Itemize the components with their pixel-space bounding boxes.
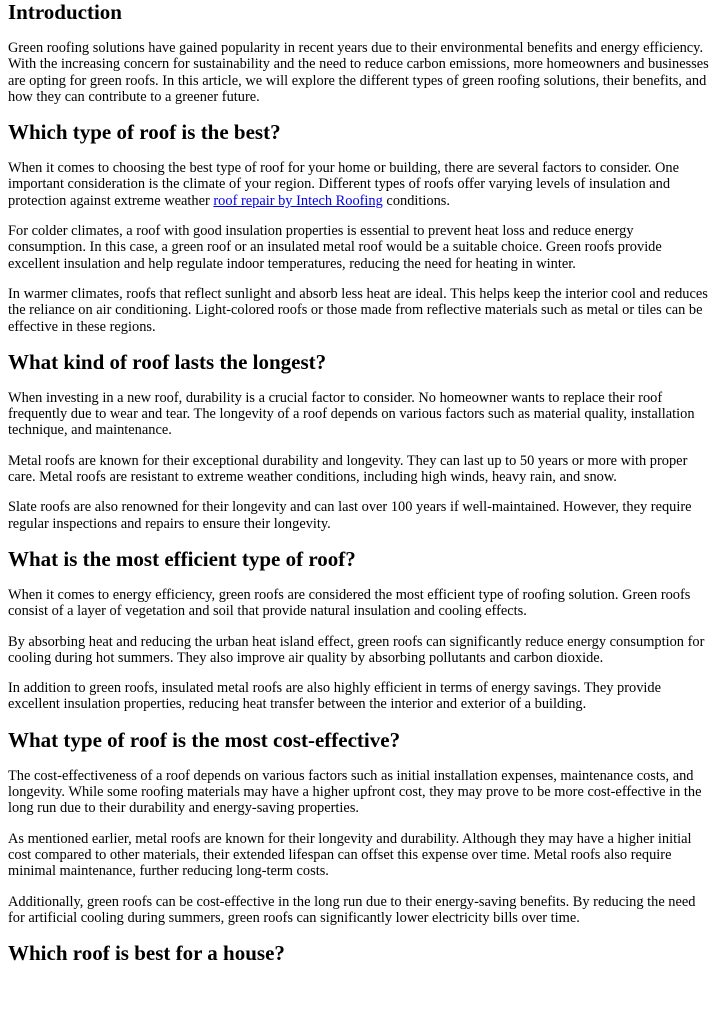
paragraph: Slate roofs are also renowned for their longevity and can last over 100 years if well-maintained. However, they require regular inspections and repairs to ensure their longevity.	[8, 499, 692, 532]
roof-repair-link[interactable]: roof repair by Intech Roofing	[213, 192, 383, 209]
heading-most-efficient-roof: What is the most efficient type of roof?	[8, 546, 356, 571]
paragraph: Metal roofs are known for their exceptional durability and longevity. They can last up to 50 years or more with proper care. Metal roofs are resistant to extreme weather conditions, including high winds, heavy rain, and snow.	[8, 452, 688, 486]
paragraph: Additionally, green roofs can be cost-effective in the long run due to their energy-saving benefits. By reducing the need for artificial cooling during summers, green roofs can significantly lower electricity bills over time.	[8, 893, 696, 926]
paragraph: By absorbing heat and reducing the urban heat island effect, green roofs can significantly reduce energy consumption for cooling during hot summers. They also improve air quality by absorbing pollutants and carbon dioxide.	[8, 633, 705, 666]
paragraph: Green roofing solutions have gained popularity in recent years due to their environmental benefits and energy efficiency. With the increasing concern for sustainability and the need to reduce carbon emissions, more homeowners and businesses are opting for green roofs. In this article, we will explore the different types of green roofing solutions, their benefits, and how they can contribute to a greener future.	[8, 40, 709, 105]
paragraph: In addition to green roofs, insulated metal roofs are also highly efficient in terms of energy savings. They provide excellent insulation properties, reducing heat transfer between the interior and exterior of a building.	[8, 680, 662, 713]
heading-longest-lasting-roof: What kind of roof lasts the longest?	[8, 349, 327, 374]
heading-best-roof-type: Which type of roof is the best?	[8, 120, 281, 145]
paragraph-text: conditions.	[382, 192, 450, 209]
paragraph: The cost-effectiveness of a roof depends on various factors such as initial installation expenses, maintenance costs, and longevity. While some roofing materials may have a higher upfront cost, they may prove to be more cost-effective in the long run due to their durability and energy-saving properties.	[8, 767, 702, 817]
paragraph: When it comes to energy efficiency, green roofs are considered the most efficient type of roofing solution. Green roofs consist of a layer of vegetation and soil that provide natural insulation and cooling effects.	[8, 586, 691, 620]
paragraph-text: When it comes to choosing the best type of roof for your home or building, there are several factors to consider. One important consideration is the climate of your region. Different types of roofs offer varying levels of insulation and protection against extreme weather	[8, 160, 679, 209]
paragraph: When investing in a new roof, durability is a crucial factor to consider. No homeowner wants to replace their roof frequently due to wear and tear. The longevity of a roof depends on various factors such as material quality, installation technique, and maintenance.	[8, 389, 695, 439]
paragraph: For colder climates, a roof with good insulation properties is essential to prevent heat loss and reduce energy consumption. In this case, a green roof or an insulated metal roof would be a suitable choice. Green roofs provide excellent insulation and help regulate indoor temperatures, reducing the need for heating in winter.	[8, 223, 662, 272]
paragraph: In warmer climates, roofs that reflect sunlight and absorb less heat are ideal. This helps keep the interior cool and reduces the reliance on air conditioning. Light-colored roofs or those made from reflective materials such as metal or tiles can be effective in these regions.	[8, 285, 708, 335]
paragraph-with-link	[8, 160, 712, 209]
paragraph: As mentioned earlier, metal roofs are known for their longevity and durability. Although they may have a higher initial cost compared to other materials, their extended lifespan can offset this expense over time. Metal roofs also require minimal maintenance, further reducing long-term costs.	[8, 830, 692, 880]
heading-best-roof-for-house: Which roof is best for a house?	[8, 941, 285, 966]
heading-most-cost-effective-roof: What type of roof is the most cost-effective?	[8, 727, 401, 752]
heading-introduction: Introduction	[8, 0, 122, 24]
